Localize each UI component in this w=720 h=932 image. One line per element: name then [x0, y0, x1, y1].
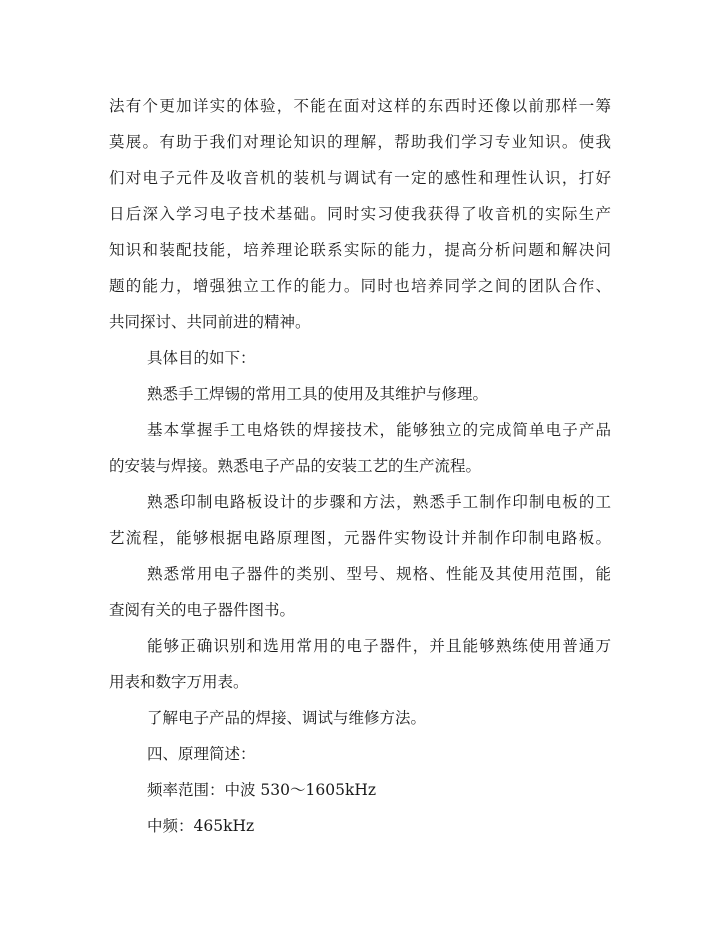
text-line: 知识和装配技能，培养理论联系实际的能力，提高分析问题和解决问	[109, 241, 611, 259]
text-line: 熟悉手工焊锡的常用工具的使用及其维护与修理。	[147, 385, 489, 403]
text-line: 能够正确识别和选用常用的电子器件，并且能够熟练使用普通万	[147, 637, 611, 655]
section-heading: 四、原理简述：	[147, 745, 256, 763]
text-line: 查阅有关的电子器件图书。	[109, 601, 296, 619]
text-line: 的安装与焊接。熟悉电子产品的安装工艺的生产流程。	[109, 457, 482, 475]
text-line: 用表和数字万用表。	[109, 673, 249, 691]
text-line: 熟悉常用电子器件的类别、型号、规格、性能及其使用范围，能	[147, 565, 611, 583]
text-line: 熟悉印制电路板设计的步骤和方法，熟悉手工制作印制电板的工	[147, 493, 611, 511]
text-line: 们对电子元件及收音机的装机与调试有一定的感性和理性认识，打好	[109, 169, 611, 187]
text-line: 频率范围：中波 530～1605kHz	[147, 781, 377, 799]
text-line: 法有个更加详实的体验，不能在面对这样的东西时还像以前那样一筹	[109, 97, 611, 115]
text-line: 莫展。有助于我们对理论知识的理解，帮助我们学习专业知识。使我	[109, 133, 611, 151]
text-line: 中频：465kHz	[147, 817, 255, 835]
text-line: 题的能力，增强独立工作的能力。同时也培养同学之间的团队合作、	[109, 277, 611, 295]
text-line: 艺流程，能够根据电路原理图，元器件实物设计并制作印制电路板。	[109, 529, 611, 547]
text-line: 基本掌握手工电烙铁的焊接技术，能够独立的完成简单电子产品	[147, 421, 611, 439]
text-line: 共同探讨、共同前进的精神。	[109, 313, 311, 331]
text-line: 了解电子产品的焊接、调试与维修方法。	[147, 709, 427, 727]
section-label: 具体目的如下：	[147, 349, 256, 367]
text-line: 日后深入学习电子技术基础。同时实习使我获得了收音机的实际生产	[109, 205, 611, 223]
